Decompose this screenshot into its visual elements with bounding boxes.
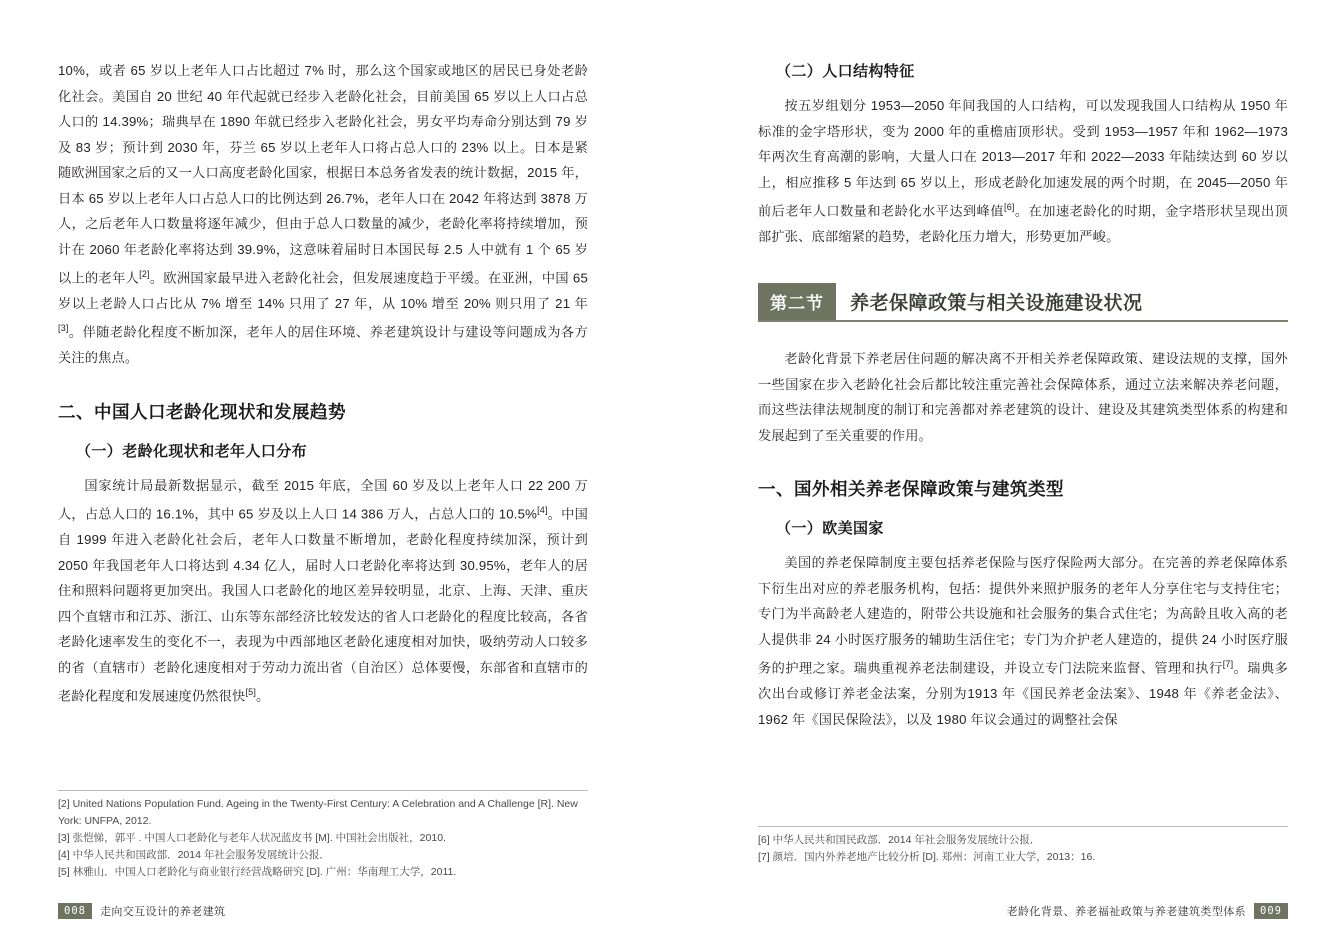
right-column bbox=[758, 0, 1288, 945]
right-para3-text-a: 美国的养老保障制度主要包括养老保险与医疗保险两大部分。在完善的养老保障体系下衍生出对应的养老服务机构，包括：提供外来照护服务的老年人分享住宅与支持住宅；专门为半高龄老人建造的，附带公共设施和社会服务的集合式住宅；为高龄且收入高的老人提供非 24 小时医疗服务的辅助生活住宅；专门为介护老人建造的，提供 24 小时医疗服务的护理之家。瑞典重视养老法制建设，并设立专门法院来监督、管理和执行 bbox=[758, 555, 1288, 676]
right-paragraph-2: 老龄化背景下养老居住问题的解决离不开相关养老保障政策、建设法规的支撑，国外一些国家在步入老龄化社会后都比较注重完善社会保障体系，通过立法来解决养老问题，而这些法律法规制度的制订和完善都对养老建筑的设计、建设及其建筑类型体系的构建和发展起到了至关重要的作用。 bbox=[758, 351, 1288, 443]
footnote-ref-7: [7] bbox=[1222, 659, 1234, 670]
footnote-ref-3: [3] bbox=[58, 323, 69, 334]
left-continued-text-3: 。伴随老龄化程度不断加深，老年人的居住环境、养老建筑设计与建设等问题成为各方关注的焦点。 bbox=[58, 324, 588, 366]
subheading-population-structure: （二）人口结构特征 bbox=[776, 63, 915, 80]
right-footer-title: 老龄化背景、养老福祉政策与养老建筑类型体系 bbox=[1006, 906, 1247, 918]
right-paragraph-3 bbox=[758, 550, 1288, 732]
footnote-ref-6: [6] bbox=[1004, 202, 1015, 212]
right-page-number: 009 bbox=[1254, 903, 1288, 919]
left-footer-title: 走向交互设计的养老建筑 bbox=[99, 906, 226, 918]
footnote-item: [5] 林雅山．中国人口老龄化与商业银行经营战略研究 [D]. 广州：华南理工大学，2011. bbox=[58, 866, 457, 878]
left-para1-text-a: 国家统计局最新数据显示，截至 2015 年底，全国 60 岁及以上老年人口 22 200 万人，占总人口的 16.1%，其中 65 岁及以上人口 14 386 万人，占总人口的 10.5% bbox=[58, 477, 588, 522]
right-footnotes bbox=[758, 832, 1288, 866]
subheading-europe-america: （一）欧美国家 bbox=[776, 520, 884, 538]
left-continued-text-1: 10%，或者 65 岁以上老年人口占比超过 7% 时，那么这个国家或地区的居民已身处老龄化社会。美国自 20 世纪 40 年代起就已经步入老龄化社会，目前美国 65 岁以上人口占总人口的 14.39%；瑞典早在 1890 年就已经步入老龄化社会，男女平均寿命分别达到 79 岁及 83 岁；预计到 2030 年，芬兰 65 岁以上老年人口将占总人口的 23% 以上。日本是紧随欧洲国家之后的又一人口高度老龄化国家，根据日本总务省发表的统计数据，2015 年，日本 65 岁以上老年人口占总人口的比例达到 26.7%，老年人口在 2042 年将达到 3878 万人，之后老年人口数量将逐年减少，但由于总人口数量的减少，老龄化率将持续增加，预计在 2060 年老龄化率将达到 39.9%，这意味着届时日本国民每 2.5 人中就有 1 个 65 岁以上的老年人 bbox=[58, 63, 588, 286]
left-para1-text-c: 。 bbox=[256, 688, 270, 704]
footnote-item: [3] 张恺悌，郭平 . 中国人口老龄化与老年人状况蓝皮书 [M]. 中国社会出版社，2010. bbox=[58, 832, 446, 844]
left-continued-paragraph bbox=[58, 58, 588, 371]
left-paragraph-1 bbox=[58, 473, 588, 709]
footnote-ref-4: [4] bbox=[537, 505, 548, 516]
left-footnote-divider bbox=[58, 790, 588, 791]
right-paragraph-1 bbox=[758, 93, 1288, 249]
footnote-ref-5: [5] bbox=[245, 687, 257, 698]
left-footnotes bbox=[58, 796, 588, 881]
footnote-item: [2] United Nations Population Fund. Ageing in the Twenty-First Century: A Celebration and A Challenge [R]. New York: UNFPA, 2012. bbox=[58, 798, 578, 827]
footnote-item: [7] 颜培．国内外养老地产比较分析 [D]. 郑州：河南工业大学，2013：16. bbox=[758, 851, 1096, 863]
left-page-footer bbox=[58, 903, 225, 919]
subheading-aging-status: （一）老龄化现状和老年人口分布 bbox=[76, 442, 308, 460]
section-title: 养老保障政策与相关设施建设状况 bbox=[850, 293, 1143, 315]
heading-china-aging-trends: 二、中国人口老龄化现状和发展趋势 bbox=[58, 401, 346, 422]
right-para1-text-a: 按五岁组划分 1953—2050 年间我国的人口结构，可以发现我国人口结构从 1950 年标准的金字塔形状，变为 2000 年的重檐庙顶形状。受到 1953—1957 年和 1962—1973 年两次生育高潮的影响，大量人口在 2013—2017 年和 2022—2033 年陆续达到 60 岁以上，相应推移 5 年达到 65 岁以上，形成老龄化加速发展的两个时期，在 2045—2050 年前后老年人口数量和老龄化水平达到峰值 bbox=[758, 98, 1288, 219]
footnote-ref-2: [2] bbox=[139, 269, 150, 279]
footnote-item: [6] 中华人民共和国民政部．2014 年社会服务发展统计公报． bbox=[758, 834, 1041, 846]
section-number-tag: 第二节 bbox=[758, 283, 836, 320]
left-para1-text-b: 。中国自 1999 年进入老龄化社会后，老年人口数量不断增加，老龄化程度持续加深，预计到 2050 年我国老年人口将达到 4.34 亿人，届时人口老龄化率将达到 30.95%，老年人的居住和照料问题将更加突出。我国人口老龄化的地区差异较明显，北京、上海、天津、重庆四个直辖市和江苏、浙江、山东等东部经济比较发达的省人口老龄化的程度比较高，各省老龄化速率发生的变化不一，表现为中西部地区老龄化速度相对加快，吸纳劳动人口较多的省（直辖市）老龄化速度相对于劳动力流出省（自治区）总体要慢，东部省和直辖市的老龄化程度和发展速度仍然很快 bbox=[58, 506, 588, 704]
section-banner bbox=[758, 283, 1288, 322]
left-page-number: 008 bbox=[58, 903, 92, 919]
heading-foreign-policies: 一、国外相关养老保障政策与建筑类型 bbox=[758, 479, 1064, 500]
footnote-item: [4] 中华人民共和国政部．2014 年社会服务发展统计公报． bbox=[58, 849, 330, 861]
left-continued-text-2: 。欧洲国家最早进入老龄化社会，但发展速度趋于平缓。在亚洲，中国 65 岁以上老龄人口占比从 7% 增至 14% 只用了 27 年，从 10% 增至 20% 则只用了 21 年 bbox=[58, 270, 588, 311]
right-page-footer bbox=[1007, 903, 1288, 919]
right-para3-text-b: 。瑞典多次出台或修订养老金法案，分别为1913 年《国民养老金法案》、1948 年《养老金法》、1962 年《国民保险法》，以及 1980 年议会通过的调整社会保 bbox=[758, 660, 1288, 727]
right-footnote-divider bbox=[758, 826, 1288, 827]
right-para1-text-b: 。在加速老龄化的时期，金字塔形状呈现出顶部扩张、底部缩紧的趋势，老龄化压力增大，形势更加严峻。 bbox=[758, 203, 1288, 244]
